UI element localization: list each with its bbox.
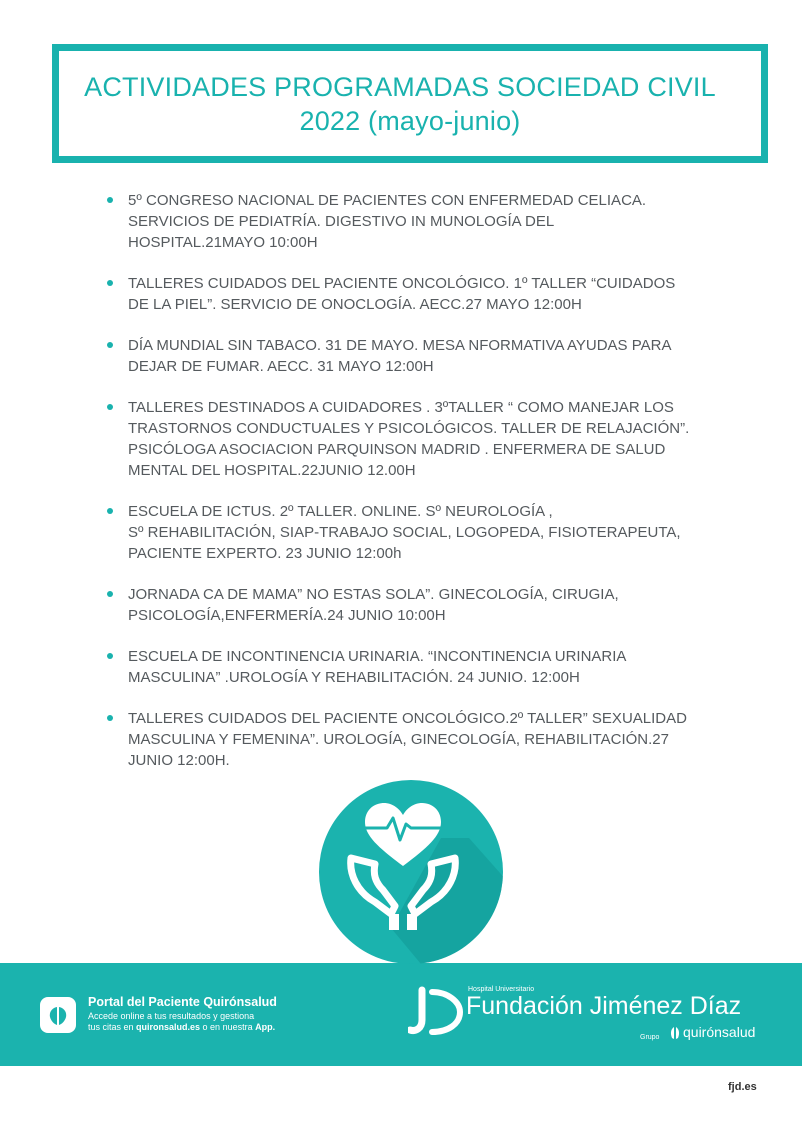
activity-line: MASCULINA Y FEMENINA”. UROLOGÍA, GINECOLOGÍA, REHABILITACIÓN.27 xyxy=(128,731,669,748)
activity-item xyxy=(104,646,744,688)
activity-line: PSICÓLOGA ASOCIACION PARQUINSON MADRID . ENFERMERA DE SALUD xyxy=(128,441,666,458)
portal-app-icon xyxy=(40,997,76,1033)
activity-line: DE LA PIEL”. SERVICIO DE ONOCLOGÍA. AECC.27 MAYO 12:00H xyxy=(128,296,582,313)
activity-line: TALLERES CUIDADOS DEL PACIENTE ONCOLÓGICO.2º TALLER” SEXUALIDAD xyxy=(128,710,687,727)
activity-line: ESCUELA DE INCONTINENCIA URINARIA. “INCONTINENCIA URINARIA xyxy=(128,648,627,665)
activity-item xyxy=(104,273,744,315)
activity-line: DÍA MUNDIAL SIN TABACO. 31 DE MAYO. MESA NFORMATIVA AYUDAS PARA xyxy=(128,337,672,354)
jd-logo-icon xyxy=(408,986,464,1036)
bullet-icon xyxy=(107,280,113,286)
heart-pulse-hands-icon xyxy=(291,778,531,988)
grupo-label: Grupo xyxy=(640,1034,660,1041)
portal-subtitle xyxy=(88,1011,275,1033)
hospital-small-label: Hospital Universitario xyxy=(468,986,535,993)
activity-line: TALLERES CUIDADOS DEL PACIENTE ONCOLÓGICO. 1º TALLER “CUIDADOS xyxy=(128,275,676,292)
activity-line: PSICOLOGÍA,ENFERMERÍA.24 JUNIO 10:00H xyxy=(128,607,446,624)
activity-line: 5º CONGRESO NACIONAL DE PACIENTES CON ENFERMEDAD CELIACA. xyxy=(128,192,647,209)
quironsalud-leaf-icon xyxy=(669,1026,681,1040)
portal-line-1: Accede online a tus resultados y gestiona xyxy=(88,1011,255,1021)
activity-item xyxy=(104,584,744,626)
page-title-line-2: 2022 (mayo-junio) xyxy=(299,105,521,136)
hospital-name: Fundación Jiménez Díaz xyxy=(466,992,742,1020)
title-box xyxy=(52,44,768,163)
site-url: fjd.es xyxy=(728,1081,757,1093)
activity-line: Sº REHABILITACIÓN, SIAP-TRABAJO SOCIAL, LOGOPEDA, FISIOTERAPEUTA, xyxy=(128,524,681,541)
activity-line: MASCULINA” .UROLOGÍA Y REHABILITACIÓN. 24 JUNIO. 12:00H xyxy=(128,669,580,686)
portal-line-2-part: tus citas en xyxy=(88,1022,137,1032)
activity-item xyxy=(104,190,744,253)
activity-line: TALLERES DESTINADOS A CUIDADORES . 3ºTALLER “ COMO MANEJAR LOS xyxy=(128,399,674,416)
bullet-icon xyxy=(107,197,113,203)
bullet-icon xyxy=(107,342,113,348)
portal-app-label: App. xyxy=(255,1022,276,1032)
bullet-icon xyxy=(107,404,113,410)
activity-list xyxy=(104,190,744,791)
bullet-icon xyxy=(107,591,113,597)
bullet-icon xyxy=(107,715,113,721)
activity-line: ESCUELA DE ICTUS. 2º TALLER. ONLINE. Sº NEUROLOGÍA , xyxy=(128,503,553,520)
activity-line: HOSPITAL.21MAYO 10:00H xyxy=(128,234,318,251)
activity-line: TRASTORNOS CONDUCTUALES Y PSICOLÓGICOS. TALLER DE RELAJACIÓN”. xyxy=(128,420,690,437)
activity-line: DEJAR DE FUMAR. AECC. 31 MAYO 12:00H xyxy=(128,358,434,375)
page-title-line-1: ACTIVIDADES PROGRAMADAS SOCIEDAD CIVIL xyxy=(84,71,716,102)
bullet-icon xyxy=(107,653,113,659)
portal-link: quironsalud.es xyxy=(136,1022,201,1032)
activity-item xyxy=(104,501,744,564)
bullet-icon xyxy=(107,508,113,514)
activity-item xyxy=(104,335,744,377)
activity-line: JUNIO 12:00H. xyxy=(128,752,230,769)
portal-title: Portal del Paciente Quirónsalud xyxy=(88,995,277,1009)
activity-line: MENTAL DEL HOSPITAL.22JUNIO 12.00H xyxy=(128,462,416,479)
portal-line-2-part: o en nuestra xyxy=(200,1022,256,1032)
activity-line: JORNADA CA DE MAMA” NO ESTAS SOLA”. GINECOLOGÍA, CIRUGIA, xyxy=(128,586,619,603)
activity-line: SERVICIOS DE PEDIATRÍA. DIGESTIVO IN MUNOLOGÍA DEL xyxy=(128,213,555,230)
activity-item xyxy=(104,708,744,771)
activity-line: PACIENTE EXPERTO. 23 JUNIO 12:00h xyxy=(128,545,402,562)
group-name: quirónsalud xyxy=(683,1024,756,1040)
activity-item xyxy=(104,397,744,481)
